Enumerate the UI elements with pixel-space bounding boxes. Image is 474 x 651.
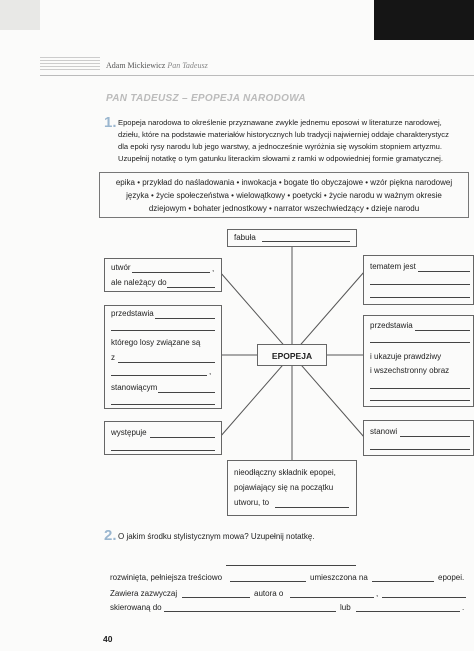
blank-stanowiacym-2[interactable] [111,404,215,405]
task2-row1-a: rozwinięta, pełniejsza treściowo [110,573,223,582]
label-ktorego: którego losy związane są [111,338,201,347]
label-przedstawia-left: przedstawia [111,309,154,318]
label-utwor-2: ale należący do [111,278,167,287]
task2-row1-c: epopei. [438,573,465,582]
task1-line: Uzupełnij notatkę o tym gatunku literackim słowami z ramki w odpowiedniej formie gramatycznej. [118,154,443,163]
blank-utwor[interactable] [132,272,210,273]
blank-utwor-2[interactable] [167,287,215,288]
label-z: z [111,353,115,362]
task2-row2-a: Zawiera zazwyczaj [110,589,178,598]
blank-ukazuje-1[interactable] [370,388,470,389]
word-box-line: dziejowym • bohater jednostkowy • narrator wszechwiedzący • dzieje narodu [148,204,420,213]
blank-tematem-3[interactable] [370,297,470,298]
label-fabula: fabuła [234,233,256,242]
blank-tematem-1[interactable] [418,271,470,272]
word-box-line: epika • przykład do naśladowania • inwokacja • bogate tło obyczajowe • wzór piękna narodowej [115,178,453,187]
label-stanowiacym: stanowiącym [111,383,158,392]
label-przedstawia-right: przedstawia [370,321,413,330]
task1-line: Epopeja narodowa to określenie przyznawane zwykle jednemu eposowi w literaturze narodowej, [118,118,442,127]
label-bottom-3: utworu, to [234,498,270,507]
task2-row2-b: autora o [254,589,284,598]
task1-number: 1. [104,114,117,131]
blank-stanowiacym[interactable] [158,392,215,393]
label-tematem: tematem jest [370,262,416,271]
blank-row3-1[interactable] [164,611,336,612]
label-stanowi: stanowi [370,427,398,436]
blank-row2-2[interactable] [290,597,374,598]
blank-fabula[interactable] [262,241,350,242]
blank-ktorego-2[interactable] [111,375,207,376]
label-comma: , [209,367,212,376]
blank-inwokacja[interactable] [275,507,349,508]
box-stanowi [363,420,474,456]
blank-ktorego-1[interactable] [118,362,215,363]
label-ukazuje-2: i wszechstronny obraz [370,366,450,375]
center-epopeja: EPOPEJA [257,344,327,366]
label-bottom-1: nieodłączny składnik epopei, [234,468,336,477]
blank-przedstawia-left-1[interactable] [155,318,215,319]
blank-row2-1[interactable] [182,597,250,598]
blank-row2-3[interactable] [382,597,466,598]
blank-row1-1[interactable] [230,581,306,582]
blank-stanowi-1[interactable] [400,436,470,437]
label-ukazuje: i ukazuje prawdziwy [370,352,442,361]
blank-przedstawia-left-2[interactable] [111,330,215,331]
label-wystepuje: występuje [111,428,147,437]
page-number: 40 [103,634,113,644]
task2-row3-b: lub [340,603,351,612]
header-author: Adam Mickiewicz [106,61,166,70]
box-przedstawia-left [104,305,222,409]
blank-row1-2[interactable] [372,581,434,582]
task1-line: dla epoki rysy narodu lub jego warstwy, a jednocześnie wyróżnia się wysokim stopniem artyzmu. [118,142,442,151]
task2-row1-b: umieszczona na [310,573,368,582]
blank-wystepuje[interactable] [150,437,215,438]
word-box-line: języka • życie społeczeństwa • wielowątkowy • poetycki • życie narodu w ważnym okresie [126,191,442,200]
blank-ukazuje-2[interactable] [370,400,470,401]
task2-row3-c: . [462,603,465,612]
blank-task2-top[interactable] [226,565,356,566]
blank-przedstawia-right-2[interactable] [370,342,470,343]
section-title: PAN TADEUSZ – EPOPEJA NARODOWA [106,93,306,104]
task1-line: dziełu, które na podstawie materiałów historycznych lub tradycji najwierniej oddaje charakterystycz [118,130,449,139]
blank-tematem-2[interactable] [370,284,470,285]
blank-przedstawia-right-1[interactable] [415,330,470,331]
box-fabula [227,229,357,247]
header-work: Pan Tadeusz [167,61,208,70]
task2-number: 2. [104,527,117,544]
label-bottom-2: pojawiający się na początku [234,483,334,492]
task2-row2-c: , [376,589,379,598]
label-utwor: utwór [111,263,131,272]
blank-wystepuje-2[interactable] [111,450,215,451]
task2-row3-a: skierowaną do [110,603,162,612]
blank-row3-2[interactable] [356,611,460,612]
task2-question: O jakim środku stylistycznym mowa? Uzupełnij notatkę. [118,532,315,541]
label-comma: , [212,264,215,273]
blank-stanowi-2[interactable] [370,449,470,450]
